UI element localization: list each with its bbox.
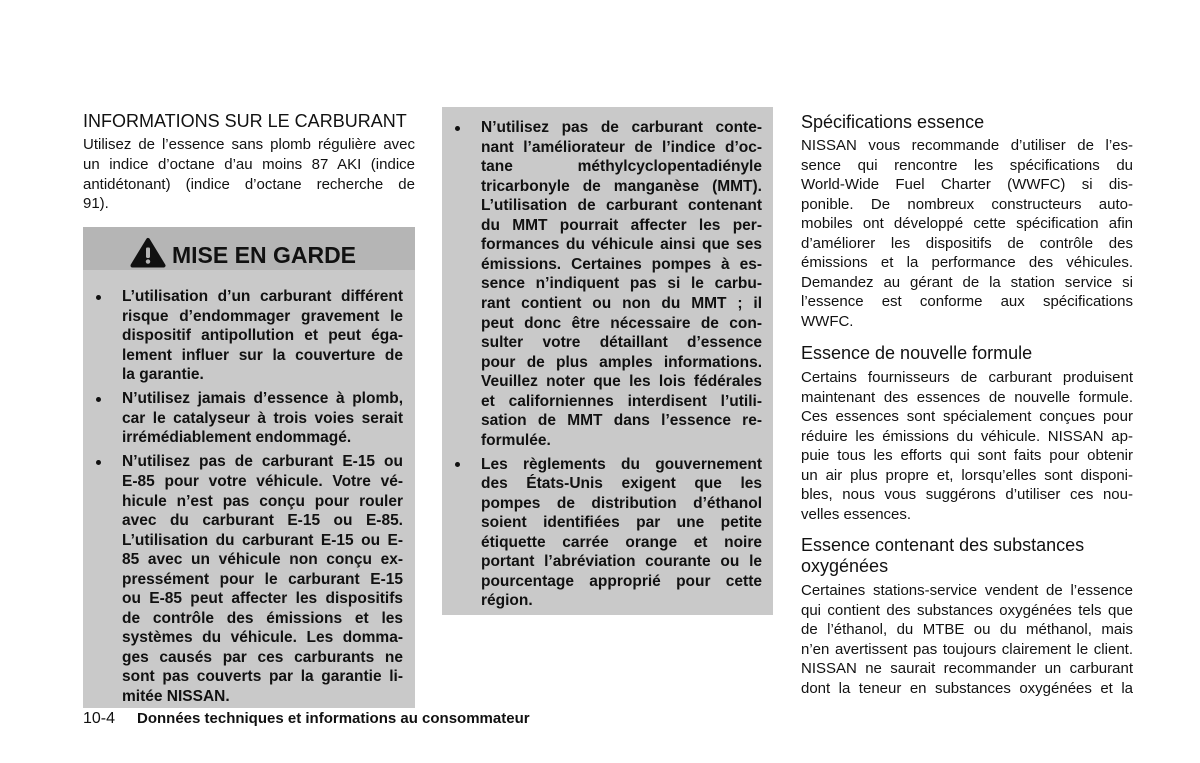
text-line: Les règlements du gouvernement bbox=[481, 455, 762, 473]
text-line: l’essence est conforme aux spécifications bbox=[801, 293, 1133, 311]
text-line: formulée. bbox=[481, 431, 551, 449]
text-line: velles essences. bbox=[801, 505, 912, 523]
text-line: dont la teneur en substances oxygénées et la bbox=[801, 679, 1133, 697]
bullet-dot bbox=[96, 295, 101, 300]
text-line: étiquette carrée orange et noire bbox=[481, 533, 762, 551]
text-line: maintenant des essences de nouvelle formule. bbox=[801, 388, 1133, 406]
text-line: sulter votre détaillant d’essence bbox=[481, 334, 762, 352]
text-line: pompes de distribution d’éthanol bbox=[481, 494, 762, 512]
text-line: puie tous les efforts qui sont faits pour obtenir bbox=[801, 447, 1133, 465]
warning-bullet-list bbox=[442, 118, 773, 615]
text-line: NISSAN ne saurait recommander un carburant bbox=[801, 660, 1133, 678]
text-line: Demandez au gérant de la station service si bbox=[801, 273, 1133, 291]
text-line: L’utilisation d’un carburant différent bbox=[122, 288, 403, 306]
text-line: dispositif antipollution et peut éga- bbox=[122, 327, 403, 345]
text-line: ges causés par ces carburants ne bbox=[122, 648, 403, 666]
text-line: mobiles ont développé cette spécification afin bbox=[801, 215, 1133, 233]
text-line: E-85 pour votre véhicule. Votre vé- bbox=[122, 473, 403, 490]
warning-bullet-list bbox=[83, 287, 415, 711]
text-line: sence qui rencontre les spécifications du bbox=[801, 156, 1133, 174]
text-line: L’utilisation de carburant contenant bbox=[481, 197, 762, 215]
text-line: tane méthylcyclopentadiényle bbox=[481, 158, 762, 176]
text-line: pressément pour le carburant E-15 bbox=[122, 570, 403, 588]
text-line: et californiennes interdisent l’utili- bbox=[481, 392, 762, 410]
text-line: d’améliorer les dispositifs de contrôle des bbox=[801, 234, 1133, 252]
warning-bullet-item bbox=[83, 287, 415, 385]
text-line: hicule n’est pas conçu pour rouler bbox=[122, 492, 403, 510]
warning-continued-box bbox=[442, 107, 773, 615]
text-line: Certains fournisseurs de carburant produisent bbox=[801, 369, 1133, 387]
text-line: région. bbox=[481, 592, 533, 610]
text-line: WWFC. bbox=[801, 312, 854, 330]
text-line: ponible. De nombreux constructeurs auto- bbox=[801, 195, 1133, 213]
text-line: tricarbonyle de manganèse (MMT). bbox=[481, 177, 762, 195]
text-line: 91). bbox=[83, 195, 109, 213]
text-line: rant contient ou non du MMT ; il bbox=[481, 295, 762, 312]
section-body bbox=[801, 368, 1133, 524]
warning-bullet-item bbox=[83, 389, 415, 448]
text-line: sont pas couverts par la garantie li- bbox=[122, 668, 403, 686]
chapter-title: Données techniques et informations au consommateur bbox=[137, 710, 530, 727]
text-line: sation de MMT dans l’essence re- bbox=[481, 412, 762, 430]
text-line: bles, nous vous suggérons d’utiliser ces nou- bbox=[801, 486, 1133, 504]
warning-box bbox=[83, 227, 415, 708]
text-line: Veuillez noter que les lois fédérales bbox=[481, 373, 762, 391]
warning-bullet-item bbox=[83, 452, 415, 706]
warning-header bbox=[83, 227, 415, 270]
heading-line: oxygénées bbox=[801, 555, 889, 576]
bullet-dot bbox=[455, 462, 460, 467]
warning-triangle-icon bbox=[130, 237, 166, 268]
text-line: n’en avertissent pas toujours clairement le client. bbox=[801, 640, 1133, 658]
heading-line: Essence contenant des substances bbox=[801, 534, 1085, 555]
text-line: formances du véhicule ainsi que ses bbox=[481, 236, 762, 254]
text-line: car le catalyseur à trois voies serait bbox=[122, 409, 403, 427]
text-line: 85 avec un véhicule non conçu ex- bbox=[122, 551, 403, 569]
text-line: nant l’améliorateur de l’indice d’oc- bbox=[481, 138, 762, 156]
warning-title: MISE EN GARDE bbox=[172, 242, 357, 268]
bullet-dot bbox=[455, 126, 460, 131]
fuel-info-paragraph bbox=[83, 135, 415, 214]
text-line: un air plus propre et, lorsqu’elles sont disponi- bbox=[801, 466, 1133, 484]
text-line: N’utilisez jamais d’essence à plomb, bbox=[122, 390, 403, 408]
section-heading: Spécifications essence bbox=[801, 112, 985, 132]
text-line: N’utilisez pas de carburant conte- bbox=[481, 119, 762, 137]
text-line: de l’éthanol, du MTBE ou du méthanol, mais bbox=[801, 621, 1133, 639]
text-line: lement influer sur la couverture de bbox=[122, 346, 403, 364]
text-line: émissions et la performance des véhicules. bbox=[801, 254, 1133, 272]
section-heading: Essence de nouvelle formule bbox=[801, 343, 1033, 363]
text-line: Ces essences sont spécialement conçues pour bbox=[801, 408, 1133, 426]
text-line: peut donc être nécessaire de con- bbox=[481, 314, 762, 332]
text-line: systèmes du véhicule. Les domma- bbox=[122, 629, 403, 647]
text-line: Utilisez de l’essence sans plomb régulière avec bbox=[83, 136, 415, 154]
text-line: ou E-85 peut affecter les dispositifs bbox=[122, 590, 403, 608]
text-line: réduire les émissions du véhicule. NISSAN ap- bbox=[801, 427, 1133, 445]
text-line: Certaines stations-service vendent de l’essence bbox=[801, 582, 1133, 600]
warning-bullet-item bbox=[442, 455, 773, 611]
bullet-dot bbox=[96, 460, 101, 465]
text-line: un indice d’octane d’au moins 87 AKI (indice bbox=[83, 155, 415, 173]
text-line: des États-Unis exigent que les bbox=[481, 475, 762, 493]
text-line: émissions. Certaines pompes à es- bbox=[481, 255, 762, 273]
bullet-dot bbox=[96, 397, 101, 402]
text-line: soient identifiées par une petite bbox=[481, 514, 762, 532]
section-body bbox=[801, 136, 1133, 331]
text-line: avec du carburant E-15 ou E-85. bbox=[122, 512, 403, 530]
page-number: 10-4 bbox=[83, 710, 116, 727]
fuel-info-heading: INFORMATIONS SUR LE CARBURANT bbox=[83, 111, 407, 131]
text-line: qui contient des substances oxygénées tels que bbox=[801, 601, 1133, 619]
text-line: antidétonant) (indice d’octane recherche de bbox=[83, 175, 415, 193]
text-line: sence n’indiquent pas si le carbu- bbox=[481, 275, 762, 293]
text-line: World-Wide Fuel Charter (WWFC) si dis- bbox=[801, 176, 1133, 194]
text-line: de contrôle des émissions et les bbox=[122, 609, 403, 627]
text-line: pour de plus amples informations. bbox=[481, 353, 762, 371]
text-line: risque d’endommager gravement le bbox=[122, 307, 403, 325]
text-line: N’utilisez pas de carburant E-15 ou bbox=[122, 453, 403, 471]
warning-bullet-item bbox=[442, 118, 773, 450]
text-line: la garantie. bbox=[122, 366, 204, 384]
section-heading bbox=[801, 535, 1084, 577]
text-line: mitée NISSAN. bbox=[122, 687, 230, 705]
text-line: portant l’abréviation courante ou le bbox=[481, 553, 762, 571]
text-line: pourcentage approprié pour cette bbox=[481, 572, 762, 590]
text-line: NISSAN vous recommande d’utiliser de l’es- bbox=[801, 137, 1133, 155]
text-line: du MMT pourrait affecter les per- bbox=[481, 216, 762, 234]
section-body bbox=[801, 581, 1133, 698]
text-line: L’utilisation du carburant E-15 ou E- bbox=[122, 531, 403, 549]
text-line: irrémédiablement endommagé. bbox=[122, 429, 352, 447]
